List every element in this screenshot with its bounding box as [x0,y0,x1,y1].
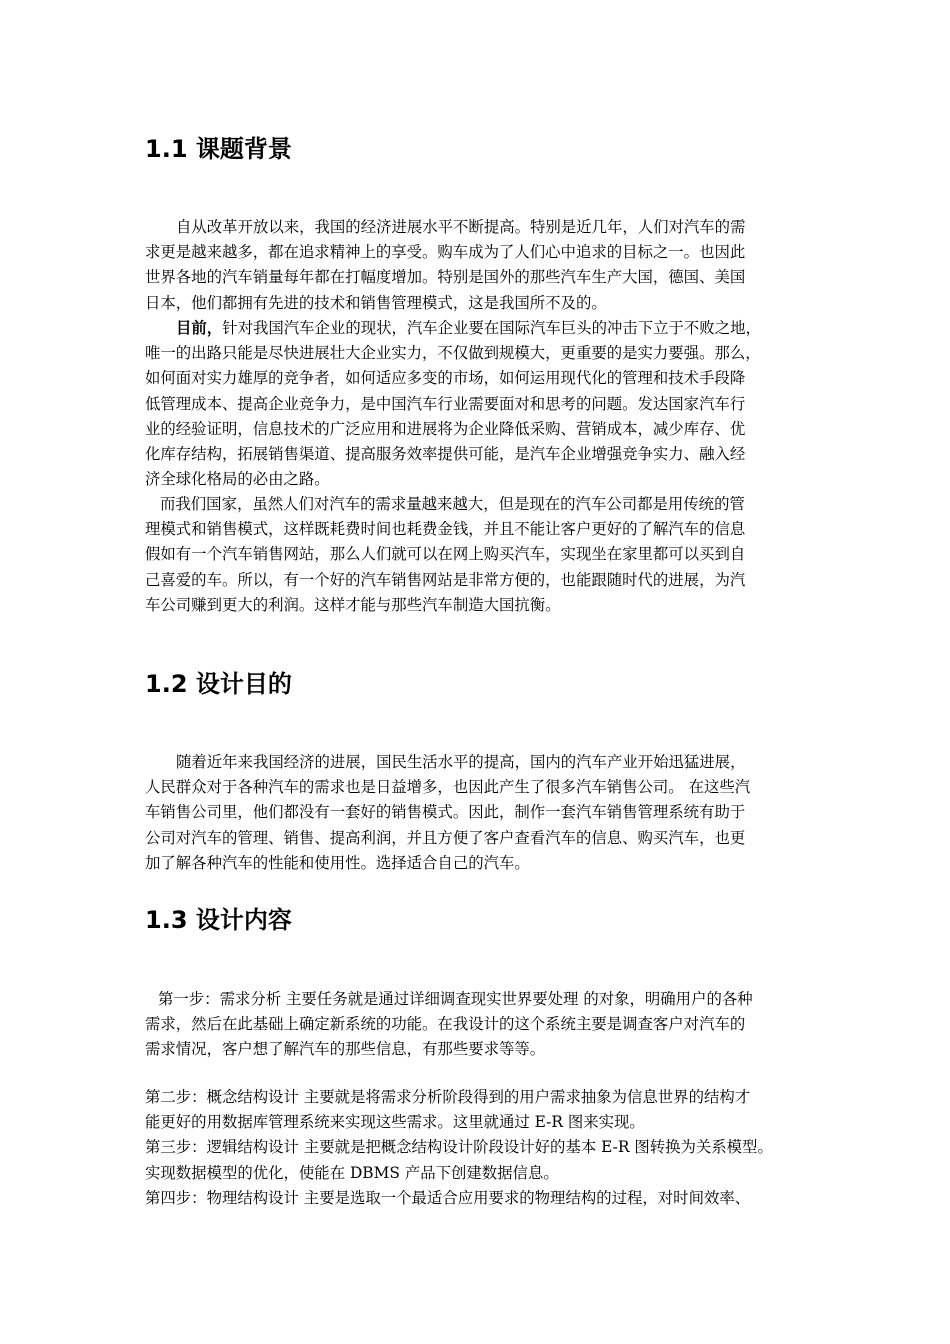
text-line: 车销售公司里，他们都没有一套好的销售模式。因此，制作一套汽车销售管理系统有助于 [145,803,746,822]
paragraph-background-3 [145,492,817,618]
section-heading-1-3: 1.3 设计内容 [145,906,292,934]
text-line: 理模式和销售模式，这样既耗费时间也耗费金钱，并且不能让客户更好的了解汽车的信息 [145,520,746,539]
text-line: 需求情况，客户想了解汽车的那些信息，有那些要求等等。 [145,1040,546,1059]
text-line: 车公司赚到更大的利润。这样才能与那些汽车制造大国抗衡。 [145,595,561,614]
paragraph-purpose [145,750,817,876]
text-line: 第二步：概念结构设计 主要就是将需求分析阶段得到的用户需求抽象为信息世界的结构才 [145,1088,751,1106]
section-heading-1-1: 1.1 课题背景 [145,135,292,163]
text-line: 假如有一个汽车销售网站，那么人们就可以在网上购买汽车，实现坐在家里都可以买到自 [145,545,746,564]
text-line: 加了解各种汽车的性能和使用性。选择适合自己的汽车。 [145,853,530,872]
text-line: 业的经验证明，信息技术的广泛应用和进展将为企业降低采购、营销成本，减少库存、优 [145,419,746,438]
text-line: 化库存结构，拓展销售渠道、提高服务效率提供可能，是汽车企业增强竞争实力、融入经 [145,444,746,463]
text-line [145,316,817,341]
paragraph-content-steps [145,1085,817,1211]
text-line: 公司对汽车的管理、销售、提高利润，并且方便了客户查看汽车的信息、购买汽车，也更 [145,828,746,847]
text-line: 第一步：需求分析 主要任务就是通过详细调查现实世界要处理 的对象，明确用户的各种 [158,990,753,1008]
text-line: 第四步：物理结构设计 主要是选取一个最适合应用要求的物理结构的过程，对时间效率、 [145,1188,751,1207]
text-line: 自从改革开放以来，我国的经济进展水平不断提高。特别是近几年，人们对汽车的需 [176,218,746,236]
text-line: 世界各地的汽车销量每年都在打幅度增加。特别是国外的那些汽车生产大国，德国、美国 [145,268,746,287]
text-line: 第三步：逻辑结构设计 主要就是把概念结构设计阶段设计好的基本 E-R 图转换为关系模型。 [145,1138,773,1157]
lead-bold-text: 目前， [176,319,223,337]
paragraph-background-2 [145,316,817,492]
text-line: 能更好的用数据库管理系统来实现这些需求。这里就通过 E-R 图来实现。 [145,1113,645,1132]
paragraph-content-step1 [145,987,817,1063]
text-line: 己喜爱的车。所以，有一个好的汽车销售网站是非常方便的，也能跟随时代的进展，为汽 [145,570,746,589]
text-line: 而我们国家，虽然人们对汽车的需求量越来越大，但是现在的汽车公司都是用传统的管 [160,495,745,513]
text-line: 人民群众对于各种汽车的需求也是日益增多，也因此产生了很多汽车销售公司。 在这些汽 [145,778,751,797]
text-line: 济全球化格局的必由之路。 [145,470,330,489]
text-line: 低管理成本、提高企业竞争力，是中国汽车行业需要面对和思考的问题。发达国家汽车行 [145,394,746,413]
text-line: 实现数据模型的优化，使能在 DBMS 产品下创建数据信息。 [145,1163,559,1182]
paragraph-background-1 [145,215,817,316]
text-line: 日本，他们都拥有先进的技术和销售管理模式，这是我国所不及的。 [145,293,607,312]
text-line: 唯一的出路只能是尽快进展壮大企业实力，不仅做到规模大，更重要的是实力要强。那么， [145,344,761,363]
text-line: 随着近年来我国经济的进展，国民生活水平的提高，国内的汽车产业开始迅猛进展， [176,753,746,771]
text-line: 如何面对实力雄厚的竞争者，如何适应多变的市场，如何运用现代化的管理和技术手段降 [145,369,746,388]
section-heading-1-2: 1.2 设计目的 [145,670,292,698]
text-line: 求更是越来越多，都在追求精神上的享受。购车成为了人们心中追求的目标之一。也因此 [145,243,746,262]
text-line: 需求，然后在此基础上确定新系统的功能。在我设计的这个系统主要是调查客户对汽车的 [145,1015,746,1034]
lead-rest-text: 针对我国汽车企业的现状，汽车企业要在国际汽车巨头的冲击下立于不败之地， [222,319,761,337]
